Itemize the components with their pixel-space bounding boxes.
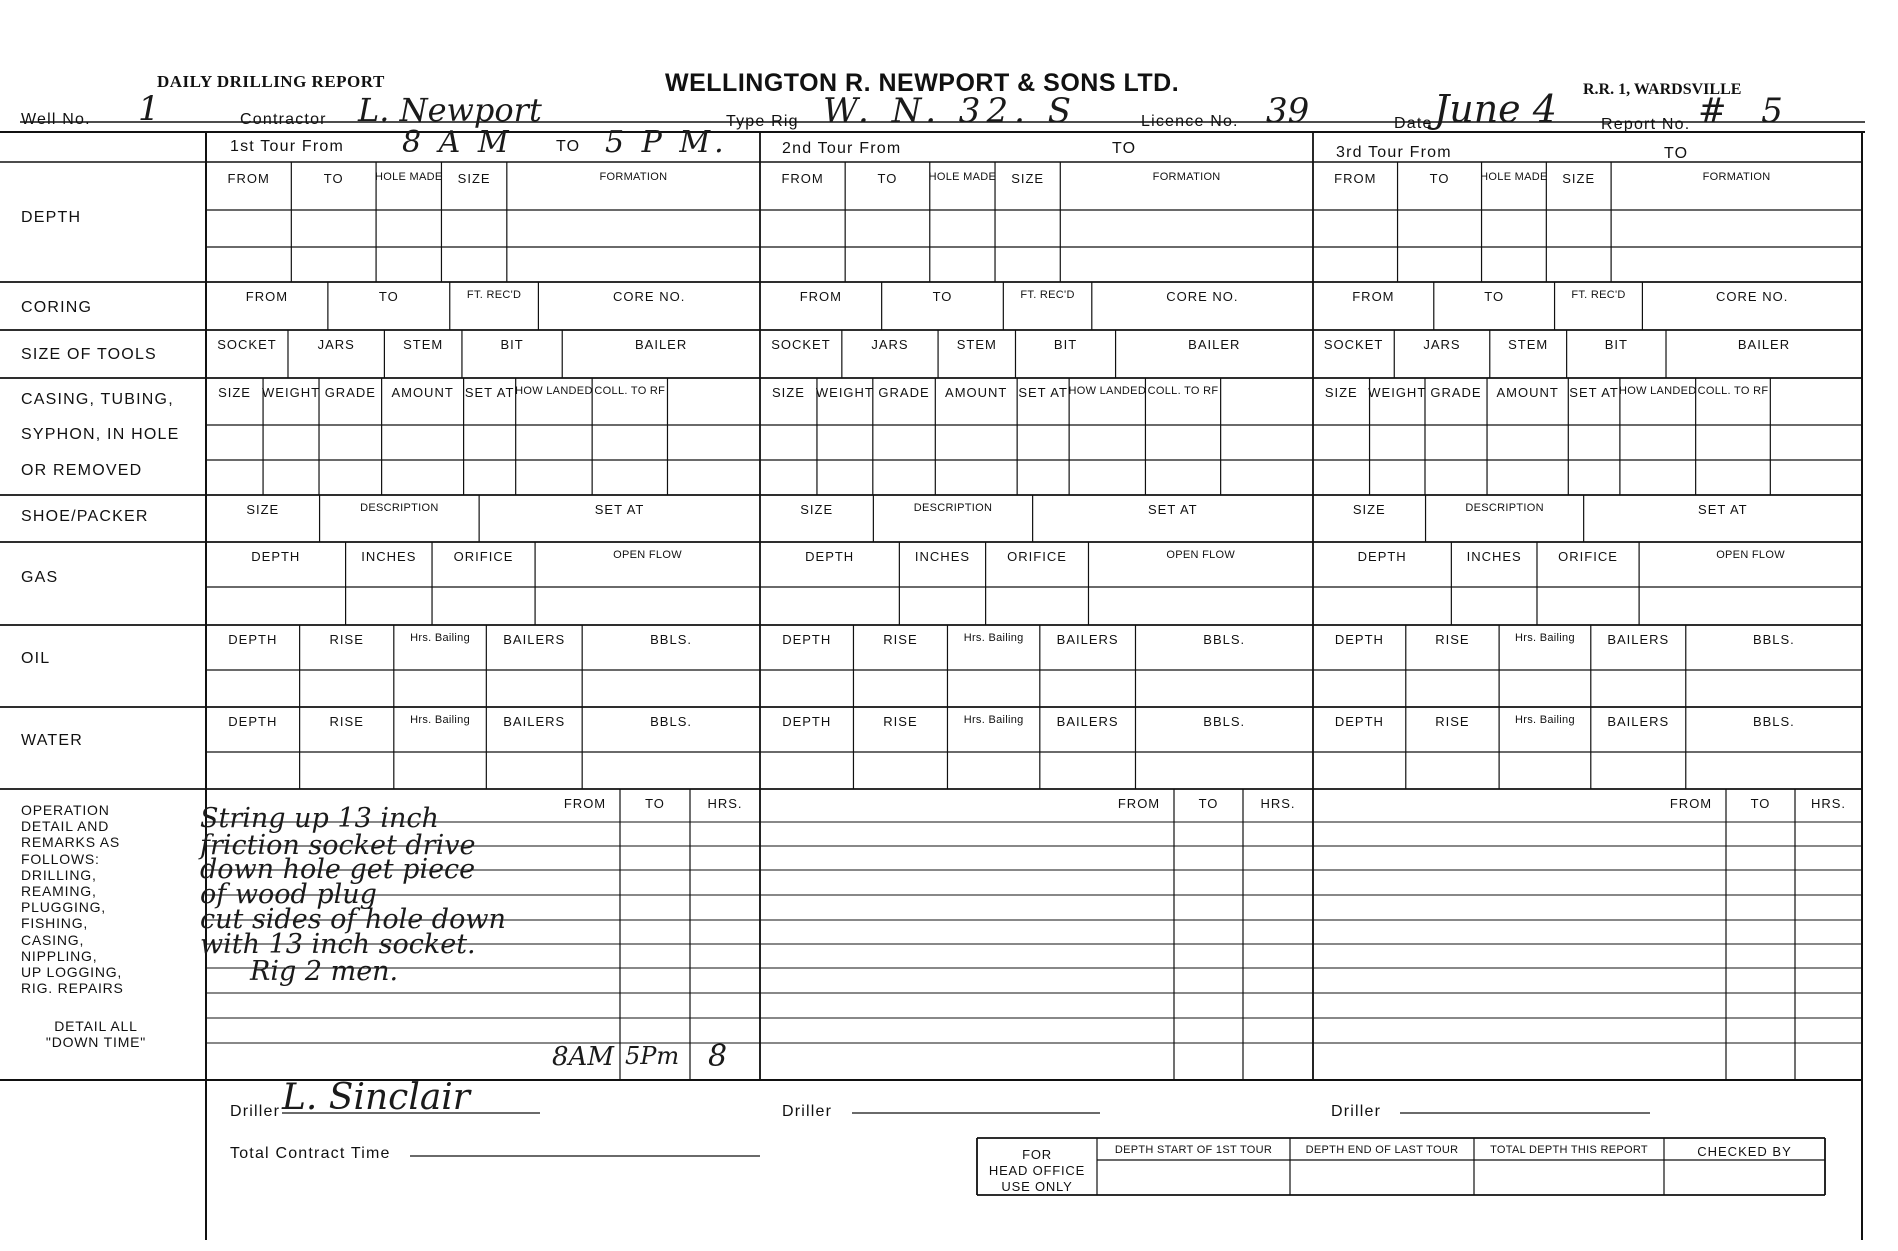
col-header-gas: INCHES [361, 549, 417, 564]
col-header-ops: TO [1198, 796, 1219, 811]
col-header-water: DEPTH [782, 714, 832, 729]
col-header-gas: ORIFICE [1558, 549, 1618, 564]
col-header-ops: HRS. [1810, 796, 1847, 811]
row-label-size-of-tools: SIZE OF TOOLS [21, 346, 157, 363]
col-header-gas: ORIFICE [1007, 549, 1067, 564]
col-header-oil: Hrs. Bailing [1515, 632, 1575, 644]
col-header-water: RISE [329, 714, 364, 729]
form-title: DAILY DRILLING REPORT [157, 72, 385, 91]
col-header-tools: STEM [1508, 337, 1549, 352]
col-header-oil: DEPTH [228, 632, 278, 647]
col-header-gas: OPEN FLOW [613, 549, 682, 561]
col-header-coring: FT. REC'D [466, 289, 522, 301]
ops-entry-hrs[interactable]: 8 [708, 1039, 728, 1074]
operation-label-line: REAMING, [21, 883, 97, 899]
col-header-coring: FT. REC'D [1020, 289, 1075, 301]
col-header-casing: COLL. TO RF [594, 385, 666, 397]
col-header-oil: BAILERS [1056, 632, 1119, 647]
col-header-water: DEPTH [228, 714, 278, 729]
row-label-casing-2: SYPHON, IN HOLE [21, 426, 180, 443]
col-header-oil: BBLS. [1203, 632, 1246, 647]
driller-1-signature[interactable]: L. Sinclair [282, 1077, 471, 1118]
col-header-tools: BAILER [634, 337, 688, 352]
col-header-shoe: SIZE [800, 502, 834, 517]
col-header-oil: BAILERS [1607, 632, 1670, 647]
company-name: WELLINGTON R. NEWPORT & SONS LTD. [665, 69, 1180, 97]
col-header-tools: STEM [956, 337, 997, 352]
row-label-gas: GAS [21, 569, 59, 586]
report-no-value[interactable]: # 5 [1698, 91, 1795, 131]
col-header-coring: TO [1484, 289, 1505, 304]
col-header-oil: Hrs. Bailing [963, 632, 1024, 644]
remark-line[interactable]: Rig 2 men. [250, 956, 399, 987]
col-header-casing: SET AT [464, 385, 515, 400]
col-header-water: BAILERS [503, 714, 566, 729]
type-rig-label: Type Rig [726, 113, 799, 130]
licence-value[interactable]: 39 [1266, 91, 1310, 131]
col-header-depth: TO [877, 171, 898, 186]
col-header-shoe: SET AT [1698, 502, 1748, 517]
col-header-tools: SOCKET [771, 337, 831, 352]
col-header-tools: BAILER [1188, 337, 1241, 352]
ops-entry-to[interactable]: 5Pm [625, 1042, 680, 1070]
col-header-coring: TO [378, 289, 399, 304]
type-rig-value[interactable]: W. N. 32. S [823, 91, 1077, 131]
col-header-casing: GRADE [878, 385, 930, 400]
tour-2-label: 2nd Tour From [782, 140, 902, 157]
col-header-depth: FROM [227, 171, 270, 186]
operation-label-line: FISHING, [21, 915, 89, 932]
col-header-coring: CORE NO. [1716, 289, 1789, 304]
total-contract-time-label: Total Contract Time [230, 1145, 391, 1162]
col-header-depth: FROM [781, 171, 824, 186]
col-header-shoe: DESCRIPTION [360, 502, 439, 514]
col-header-coring: CORE NO. [613, 289, 686, 304]
col-header-oil: RISE [1435, 632, 1470, 647]
col-header-coring: CORE NO. [1166, 289, 1239, 304]
col-header-depth: HOLE MADE [928, 171, 997, 183]
col-header-tools: SOCKET [1323, 337, 1384, 352]
col-header-tools: BIT [1604, 337, 1628, 352]
col-header-water: RISE [1435, 714, 1470, 729]
summary-col-header: DEPTH END OF LAST TOUR [1305, 1144, 1459, 1156]
col-header-coring: TO [932, 289, 953, 304]
col-header-shoe: DESCRIPTION [1465, 502, 1544, 514]
operation-label-line: NIPPLING, [21, 947, 98, 964]
col-header-gas: OPEN FLOW [1716, 549, 1785, 561]
licence-label: Licence No. [1141, 113, 1239, 130]
operation-label-line: REMARKS AS [21, 834, 121, 851]
col-header-gas: OPEN FLOW [1166, 549, 1236, 561]
contractor-value[interactable]: L. Newport [358, 91, 542, 129]
down-time-label-line: "DOWN TIME" [45, 1034, 147, 1050]
contractor-label: Contractor [240, 111, 327, 128]
date-label: Date [1394, 115, 1433, 132]
col-header-water: DEPTH [1334, 714, 1384, 729]
col-header-oil: Hrs. Bailing [410, 632, 470, 644]
col-header-shoe: DESCRIPTION [913, 502, 993, 514]
col-header-oil: BBLS. [1752, 632, 1795, 647]
col-header-casing: WEIGHT [1368, 385, 1427, 400]
head-office-label-line: HEAD OFFICE [988, 1163, 1086, 1178]
col-header-water: BBLS. [650, 714, 692, 729]
col-header-depth: HOLE MADE [375, 171, 443, 183]
col-header-oil: BBLS. [650, 632, 692, 647]
operation-label-line: DRILLING, [21, 866, 97, 883]
head-office-label-line: USE ONLY [1001, 1179, 1073, 1194]
operation-label-line: RIG. REPAIRS [21, 980, 124, 997]
summary-col-header: CHECKED BY [1697, 1144, 1792, 1159]
col-header-depth: TO [1429, 171, 1450, 186]
col-header-tools: SOCKET [217, 337, 277, 352]
col-header-oil: DEPTH [782, 632, 832, 647]
col-header-casing: AMOUNT [1496, 385, 1559, 400]
col-header-tools: BIT [500, 337, 524, 352]
col-header-casing: SIZE [218, 385, 251, 400]
col-header-water: Hrs. Bailing [410, 714, 470, 726]
col-header-depth: SIZE [1562, 171, 1596, 186]
date-value[interactable]: June 4 [1434, 87, 1557, 131]
col-header-gas: DEPTH [805, 549, 855, 564]
col-header-gas: DEPTH [251, 549, 301, 564]
company-address: R.R. 1, WARDSVILLE [1583, 81, 1742, 98]
col-header-casing: AMOUNT [945, 385, 1008, 400]
col-header-casing: COLL. TO RF [1147, 385, 1219, 397]
col-header-ops: HRS. [707, 796, 743, 811]
col-header-gas: ORIFICE [453, 549, 514, 564]
col-header-water: Hrs. Bailing [1515, 714, 1575, 726]
tour-1-to-value[interactable]: 5 P M. [605, 125, 728, 160]
operation-label-line: PLUGGING, [21, 899, 106, 916]
col-header-water: BBLS. [1203, 714, 1246, 729]
operation-label-line: UP LOGGING, [21, 964, 123, 980]
summary-col-header: DEPTH START OF 1ST TOUR [1114, 1144, 1273, 1156]
tour-1-label: 1st Tour From [230, 138, 344, 155]
ops-entry-from[interactable]: 8AM [552, 1042, 614, 1072]
col-header-depth: FORMATION [599, 171, 668, 183]
col-header-oil: DEPTH [1334, 632, 1384, 647]
col-header-coring: FT. REC'D [1571, 289, 1626, 301]
col-header-tools: BAILER [1737, 337, 1791, 352]
col-header-depth: FORMATION [1702, 171, 1771, 183]
tour-1-from-value[interactable]: 8 A M [402, 125, 513, 160]
head-office-label [977, 1147, 1097, 1195]
col-header-gas: INCHES [914, 549, 971, 564]
row-label-casing-3: OR REMOVED [21, 462, 143, 479]
col-header-ops: TO [1750, 796, 1771, 811]
remark-line[interactable]: down hole get piece [200, 854, 476, 885]
driller-3-label: Driller [1331, 1103, 1382, 1120]
col-header-tools: BIT [1053, 337, 1078, 352]
col-header-water: BAILERS [1607, 714, 1670, 729]
col-header-depth: SIZE [1011, 171, 1045, 186]
col-header-depth: FORMATION [1152, 171, 1221, 183]
remark-line[interactable]: friction socket drive [200, 830, 476, 861]
col-header-coring: FROM [1352, 289, 1395, 304]
remark-line[interactable]: String up 13 inch [200, 803, 439, 834]
col-header-casing: COLL. TO RF [1697, 385, 1769, 397]
col-header-tools: JARS [1423, 337, 1461, 352]
col-header-depth: TO [323, 171, 344, 186]
col-header-casing: SET AT [1569, 385, 1619, 400]
col-header-casing: GRADE [1430, 385, 1482, 400]
col-header-casing: SIZE [772, 385, 805, 400]
col-header-coring: FROM [799, 289, 842, 304]
col-header-casing: WEIGHT [815, 385, 874, 400]
col-header-ops: FROM [1117, 796, 1161, 811]
remark-line[interactable]: with 13 inch socket. [200, 929, 476, 960]
col-header-casing: SIZE [1324, 385, 1358, 400]
row-label-coring: CORING [21, 299, 93, 316]
col-header-water: BBLS. [1752, 714, 1795, 729]
operation-label-line: CASING, [21, 931, 85, 948]
col-header-ops: TO [645, 796, 665, 811]
col-header-casing: HOW LANDED [1068, 385, 1147, 397]
row-label-depth: DEPTH [21, 209, 82, 226]
col-header-coring: FROM [245, 289, 289, 304]
col-header-gas: DEPTH [1357, 549, 1407, 564]
col-header-oil: BAILERS [503, 632, 566, 647]
col-header-gas: INCHES [1466, 549, 1522, 564]
head-office-label-line: FOR [1022, 1147, 1052, 1162]
down-time-label-block [21, 1018, 171, 1050]
operation-label-line: FOLLOWS: [21, 850, 100, 867]
report-no-label: Report No. [1601, 116, 1691, 133]
col-header-casing: HOW LANDED [1618, 385, 1697, 397]
well-no-value[interactable]: 1 [138, 89, 160, 129]
col-header-depth: FROM [1334, 171, 1377, 186]
down-time-label-line: DETAIL ALL [54, 1018, 138, 1034]
col-header-depth: HOLE MADE [1480, 171, 1548, 183]
col-header-shoe: SET AT [1148, 502, 1198, 517]
tour-1-to-label: TO [556, 138, 581, 155]
col-header-oil: RISE [329, 632, 364, 647]
col-header-casing: HOW LANDED [515, 385, 593, 397]
well-no-label: Well No. [21, 111, 91, 128]
col-header-shoe: SIZE [246, 502, 280, 517]
col-header-ops: HRS. [1260, 796, 1296, 811]
row-label-water: WATER [21, 732, 83, 749]
col-header-water: Hrs. Bailing [963, 714, 1024, 726]
col-header-casing: SET AT [1018, 385, 1068, 400]
col-header-oil: RISE [883, 632, 918, 647]
tour-2-to-label: TO [1112, 140, 1137, 157]
col-header-casing: AMOUNT [391, 385, 454, 400]
row-label-shoe-packer: SHOE/PACKER [21, 508, 149, 525]
col-header-casing: GRADE [324, 385, 376, 400]
row-label-oil: OIL [21, 650, 51, 667]
col-header-ops: FROM [1669, 796, 1713, 811]
remark-line[interactable]: of wood plug [200, 879, 377, 910]
col-header-shoe: SET AT [594, 502, 645, 517]
row-label-casing-1: CASING, TUBING, [21, 391, 174, 408]
operation-label-line: OPERATION [21, 802, 110, 818]
summary-col-header: TOTAL DEPTH THIS REPORT [1490, 1144, 1648, 1156]
tour-3-label: 3rd Tour From [1336, 144, 1452, 161]
col-header-ops: FROM [563, 796, 607, 811]
remark-line[interactable]: cut sides of hole down [200, 904, 506, 935]
col-header-depth: SIZE [457, 171, 491, 186]
col-header-casing: WEIGHT [262, 385, 321, 400]
driller-1-label: Driller [230, 1103, 281, 1120]
driller-2-label: Driller [782, 1103, 833, 1120]
col-header-water: BAILERS [1056, 714, 1119, 729]
col-header-tools: JARS [317, 337, 355, 352]
operation-label-line: DETAIL AND [21, 818, 110, 835]
col-header-shoe: SIZE [1352, 502, 1386, 517]
col-header-tools: STEM [403, 337, 444, 352]
tour-3-to-label: TO [1664, 145, 1689, 162]
col-header-water: RISE [883, 714, 918, 729]
col-header-tools: JARS [871, 337, 909, 352]
